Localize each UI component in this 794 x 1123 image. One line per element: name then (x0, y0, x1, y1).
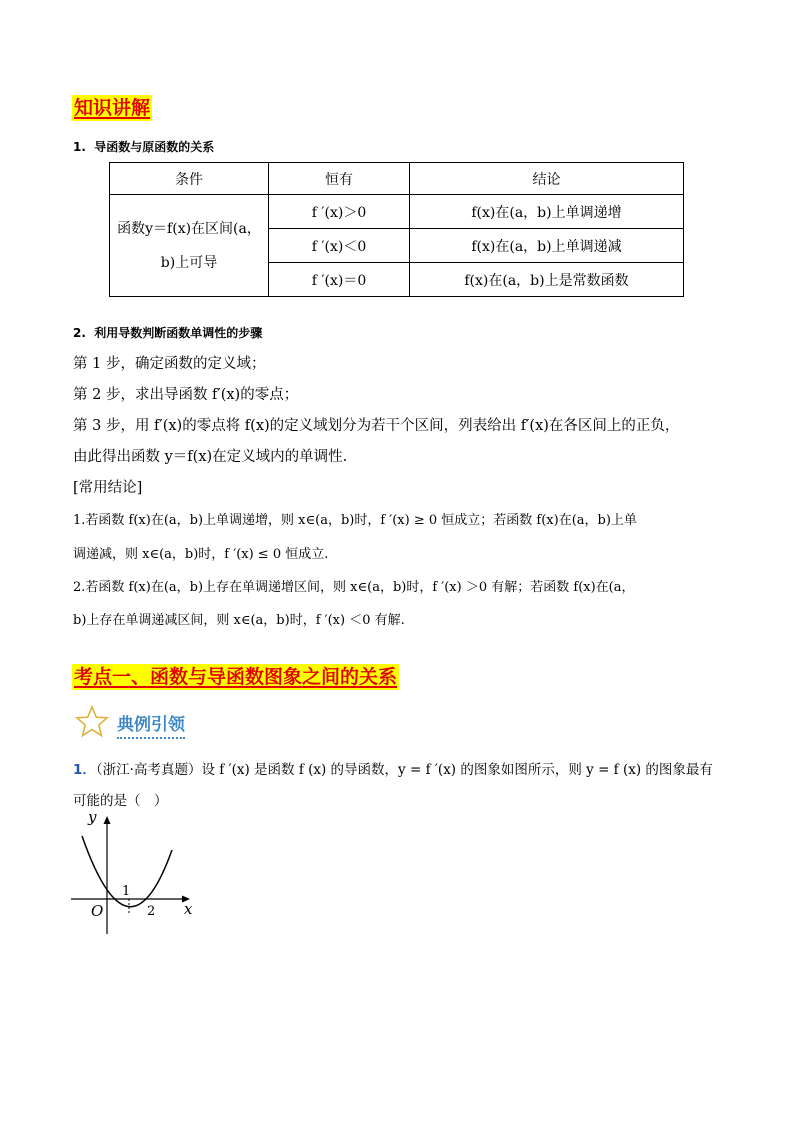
table-cell-condition (110, 195, 269, 297)
example-label: 典例引领 (117, 710, 185, 739)
origin-label: O (91, 902, 104, 920)
question-line2: 可能的是（ ） (73, 793, 168, 809)
common-conclusion-line: 调递减，则 x∈(a，b)时，f ′(x) ≤ 0 恒成立. (73, 547, 329, 562)
y-axis-label: y (88, 808, 97, 826)
step-line: 第 3 步，用 f′(x)的零点将 f(x)的定义域划分为若干个区间，列表给出 f′(x)在各区间上的正负， (73, 418, 680, 434)
common-conclusion-label: [常用结论] (73, 480, 143, 496)
question-text: （浙江·高考真题）设 f ′(x) 是函数 f (x) 的导函数，y = f ′(x) 的图象如图所示，则 y = f (x) 的图象最有 (95, 762, 713, 778)
question-number: 1． (73, 762, 96, 778)
table-cell-conclusion: f(x)在(a，b)上单调递减 (410, 229, 684, 263)
derivative-graph (68, 806, 198, 936)
table-cell-conclusion: f(x)在(a，b)上是常数函数 (410, 263, 684, 297)
table-cell-derivative: f ′(x)＜0 (269, 229, 410, 263)
star-icon (74, 704, 110, 740)
section-title-topic1: 考点一、函数与导函数图象之间的关系 (74, 666, 398, 688)
tick-label-1: 1 (122, 884, 131, 899)
section-title-knowledge: 知识讲解 (74, 97, 151, 119)
item2-heading: 2. 利用导数判断函数单调性的步骤 (73, 326, 263, 340)
step-line: 第 2 步，求出导函数 f′(x)的零点； (73, 387, 299, 403)
tick-label-2: 2 (147, 904, 156, 919)
derivative-relation-table (109, 162, 684, 297)
table-cell-derivative: f ′(x)＝0 (269, 263, 410, 297)
table-header-conclusion: 结论 (410, 163, 684, 195)
item1-heading: 1. 导函数与原函数的关系 (73, 140, 215, 154)
step-line: 第 1 步，确定函数的定义域； (73, 356, 266, 372)
condition-line1: 函数y＝f(x)在区间(a， (117, 220, 261, 237)
table-cell-derivative: f ′(x)＞0 (269, 195, 410, 229)
common-conclusion-line: 1.若函数 f(x)在(a，b)上单调递增，则 x∈(a，b)时，f ′(x) ≥ 0 恒成立；若函数 f(x)在(a，b)上单 (73, 513, 637, 528)
table-header-always: 恒有 (269, 163, 410, 195)
question-line1 (73, 758, 713, 778)
common-conclusion-line: 2.若函数 f(x)在(a，b)上存在单调递增区间，则 x∈(a，b)时，f ′(x) ＞0 有解；若函数 f(x)在(a， (73, 580, 635, 595)
table-header-condition: 条件 (110, 163, 269, 195)
step-line: 由此得出函数 y＝f(x)在定义域内的单调性. (73, 449, 348, 465)
y-axis-arrow (104, 816, 111, 824)
condition-line2: b)上可导 (160, 254, 218, 271)
x-axis-label: x (184, 900, 193, 918)
table-cell-conclusion: f(x)在(a，b)上单调递增 (410, 195, 684, 229)
common-conclusion-line: b)上存在单调递减区间，则 x∈(a，b)时，f ′(x) ＜0 有解. (73, 613, 405, 628)
